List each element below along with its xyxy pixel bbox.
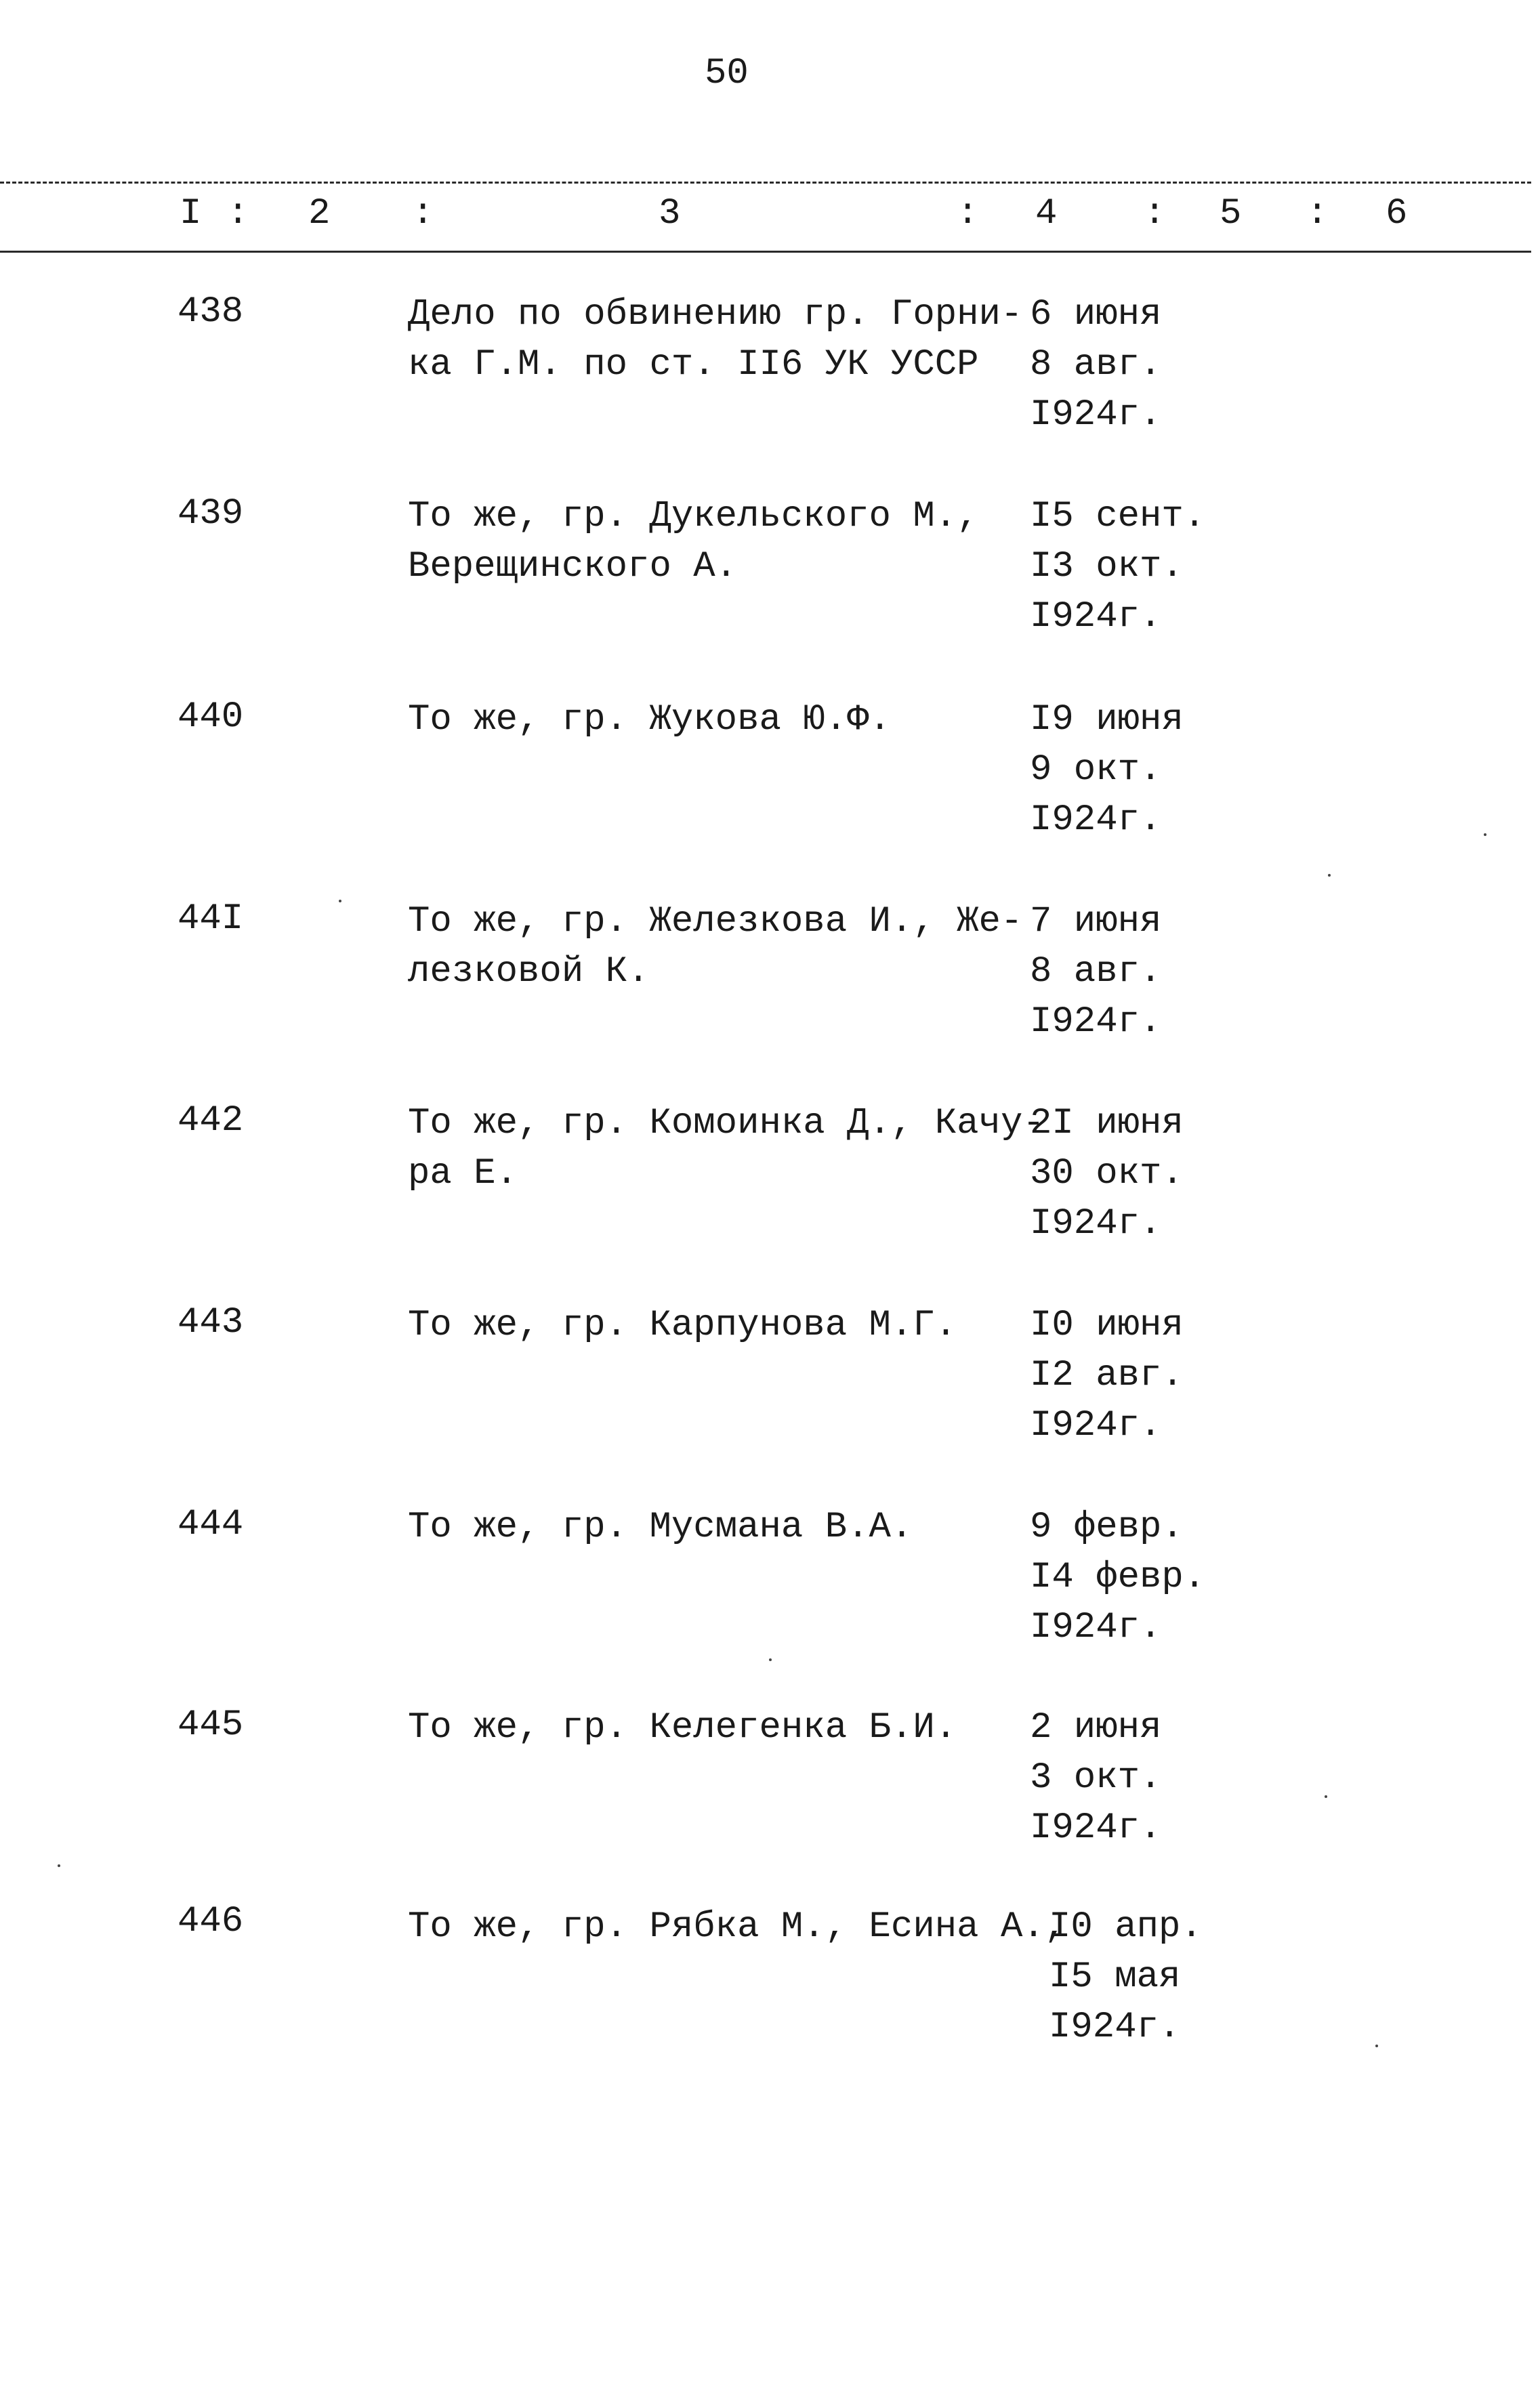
scan-speck (1328, 874, 1331, 877)
case-number: 446 (178, 1901, 244, 1942)
end-date: I5 мая (1049, 1956, 1181, 1998)
header-top-rule (0, 182, 1531, 184)
case-dates (1030, 1099, 1184, 1249)
column-separator: : (1144, 193, 1166, 234)
case-description (408, 1503, 913, 1553)
scan-speck (1375, 2045, 1378, 2047)
column-separator: : (1306, 193, 1329, 234)
column-separator: : (412, 193, 434, 234)
case-description (408, 1099, 1045, 1199)
case-description (408, 492, 979, 592)
year: I924г. (1030, 1203, 1162, 1244)
start-date: 6 июня (1030, 294, 1162, 335)
case-number: 442 (178, 1100, 244, 1142)
header-bottom-rule (0, 251, 1531, 253)
case-description (408, 695, 891, 745)
scan-speck (1484, 833, 1486, 836)
case-dates (1049, 1902, 1203, 2053)
start-date: 2I июня (1030, 1103, 1184, 1144)
description-line: лезковой К. (408, 951, 650, 992)
case-dates (1030, 695, 1184, 845)
case-number: 445 (178, 1704, 244, 1746)
case-number: 444 (178, 1504, 244, 1545)
description-line: То же, гр. Железкова И., Же- (408, 901, 1023, 942)
case-description (408, 1301, 957, 1351)
description-line: То же, гр. Келегенка Б.И. (408, 1707, 957, 1749)
scan-speck (339, 900, 341, 902)
case-number: 44I (178, 898, 244, 940)
year: I924г. (1030, 1607, 1162, 1648)
description-line: То же, гр. Рябка М., Есина А., (408, 1906, 1067, 1948)
year: I924г. (1030, 596, 1162, 637)
description-line: То же, гр. Дукельского М., (408, 496, 979, 537)
case-number: 440 (178, 696, 244, 738)
year: I924г. (1049, 2007, 1181, 2048)
start-date: 2 июня (1030, 1707, 1162, 1749)
end-date: I3 окт. (1030, 546, 1184, 587)
start-date: I0 апр. (1049, 1906, 1203, 1948)
case-description (408, 1703, 957, 1753)
case-description (408, 897, 1022, 997)
year: I924г. (1030, 1405, 1162, 1446)
end-date: I2 авг. (1030, 1355, 1184, 1396)
scan-speck (769, 1658, 772, 1661)
description-line: Дело по обвинению гр. Горни- (408, 294, 1023, 335)
year: I924г. (1030, 799, 1162, 841)
start-date: I9 июня (1030, 699, 1184, 740)
end-date: 8 авг. (1030, 344, 1162, 385)
start-date: 7 июня (1030, 901, 1162, 942)
case-number: 443 (178, 1302, 244, 1343)
case-dates (1030, 1703, 1161, 1854)
column-separator: : (227, 193, 249, 234)
description-line: То же, гр. Комоинка Д., Качу- (408, 1103, 1045, 1144)
case-description (408, 290, 1022, 390)
case-dates (1030, 290, 1161, 440)
case-dates (1030, 1301, 1184, 1451)
case-number: 439 (178, 493, 244, 535)
end-date: 8 авг. (1030, 951, 1162, 992)
case-dates (1030, 1503, 1205, 1653)
description-line: ка Г.М. по ст. II6 УК УССР (408, 344, 979, 385)
case-dates (1030, 897, 1161, 1047)
case-dates (1030, 492, 1205, 642)
case-description (408, 1902, 1066, 1952)
column-header-1: I (180, 193, 202, 234)
column-header-5: 5 (1220, 193, 1242, 234)
column-header-3: 3 (659, 193, 681, 234)
end-date: 3 окт. (1030, 1757, 1162, 1799)
start-date: I5 сент. (1030, 496, 1206, 537)
year: I924г. (1030, 1001, 1162, 1043)
description-line: То же, гр. Жукова Ю.Ф. (408, 699, 891, 740)
column-header-6: 6 (1386, 193, 1408, 234)
description-line: Верещинского А. (408, 546, 738, 587)
description-line: То же, гр. Мусмана В.А. (408, 1507, 913, 1548)
year: I924г. (1030, 394, 1162, 436)
end-date: 30 окт. (1030, 1153, 1184, 1194)
year: I924г. (1030, 1807, 1162, 1849)
scan-speck (58, 1864, 60, 1867)
column-header-4: 4 (1035, 193, 1058, 234)
start-date: I0 июня (1030, 1305, 1184, 1346)
end-date: I4 февр. (1030, 1557, 1206, 1598)
scan-speck (1325, 1795, 1327, 1798)
column-separator: : (957, 193, 979, 234)
column-header-2: 2 (308, 193, 331, 234)
end-date: 9 окт. (1030, 749, 1162, 791)
start-date: 9 февр. (1030, 1507, 1184, 1548)
page-number: 50 (705, 53, 749, 94)
description-line: ра Е. (408, 1153, 518, 1194)
case-number: 438 (178, 291, 244, 333)
description-line: То же, гр. Карпунова М.Г. (408, 1305, 957, 1346)
